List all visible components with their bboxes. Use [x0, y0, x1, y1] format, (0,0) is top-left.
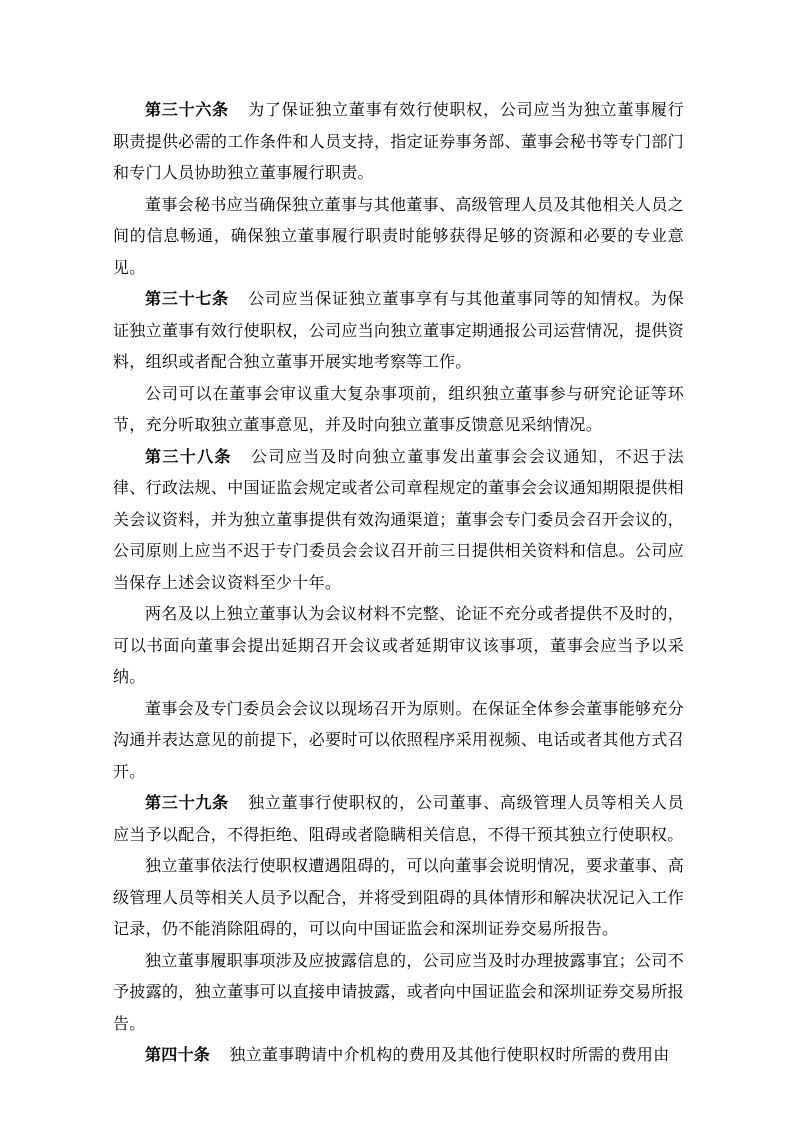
article-number: 第四十条: [145, 1047, 211, 1064]
article-number: 第三十六条: [145, 102, 229, 119]
paragraph-article-37: [113, 284, 684, 379]
paragraph-text: 独立董事履职事项涉及应披露信息的，公司应当及时办理披露事宜；公司不予披露的，独立董事可以直接申请披露，或者向中国证监会和深圳证券交易所报告。: [113, 952, 684, 1033]
paragraph-text: 公司应当及时向独立董事发出董事会会议通知，不迟于法律、行政法规、中国证监会规定或者公司章程规定的董事会会议通知期限提供相关会议资料，并为独立董事提供有效沟通渠道；董事会专门委员会召开会议的，公司原则上应当不迟于专门委员会会议召开前三日提供相关资料和信息。公司应当保存上述会议资料至少十年。: [113, 448, 684, 592]
paragraph: [113, 694, 684, 789]
paragraph: [113, 599, 684, 694]
paragraph: [113, 190, 684, 285]
paragraph-text: 独立董事聘请中介机构的费用及其他行使职权时所需的费用由: [229, 1047, 670, 1064]
paragraph-article-39: [113, 788, 684, 851]
paragraph: [113, 851, 684, 946]
document-body: [113, 95, 684, 1072]
paragraph-text: 独立董事依法行使职权遭遇阻碍的，可以向董事会说明情况，要求董事、高级管理人员等相关人员予以配合，并将受到阻碍的具体情形和解决状况记入工作记录，仍不能消除阻碍的，可以向中国证监会和深圳证券交易所报告。: [113, 858, 684, 938]
paragraph: [113, 379, 684, 442]
paragraph-text: 独立董事行使职权的，公司董事、高级管理人员等相关人员应当予以配合，不得拒绝、阻碍或者隐瞒相关信息，不得干预其独立行使职权。: [113, 795, 684, 844]
article-number: 第三十七条: [145, 291, 229, 308]
paragraph-text: 董事会秘书应当确保独立董事与其他董事、高级管理人员及其他相关人员之间的信息畅通，确保独立董事履行职责时能够获得足够的资源和必要的专业意见。: [113, 196, 684, 277]
paragraph-article-38: [113, 442, 684, 600]
article-number: 第三十九条: [145, 795, 229, 812]
paragraph-text: 公司可以在董事会审议重大复杂事项前，组织独立董事参与研究论证等环节，充分听取独立董事意见，并及时向独立董事反馈意见采纳情况。: [113, 385, 684, 434]
paragraph-text: 公司应当保证独立董事享有与其他董事同等的知情权。为保证独立董事有效行使职权，公司应当向独立董事定期通报公司运营情况，提供资料，组织或者配合独立董事开展实地考察等工作。: [113, 291, 684, 371]
paragraph-article-36: [113, 95, 684, 190]
article-number: 第三十八条: [145, 448, 232, 466]
paragraph-text: 两名及以上独立董事认为会议材料不完整、论证不充分或者提供不及时的，可以书面向董事会提出延期召开会议或者延期审议该事项，董事会应当予以采纳。: [113, 606, 684, 686]
paragraph-article-40: [113, 1040, 684, 1072]
paragraph-text: 董事会及专门委员会会议以现场召开为原则。在保证全体参会董事能够充分沟通并表达意见的前提下，必要时可以依照程序采用视频、电话或者其他方式召开。: [113, 700, 684, 781]
paragraph: [113, 946, 684, 1041]
paragraph-text: 为了保证独立董事有效行使职权，公司应当为独立董事履行职责提供必需的工作条件和人员支持，指定证券事务部、董事会秘书等专门部门和专门人员协助独立董事履行职责。: [113, 102, 684, 182]
